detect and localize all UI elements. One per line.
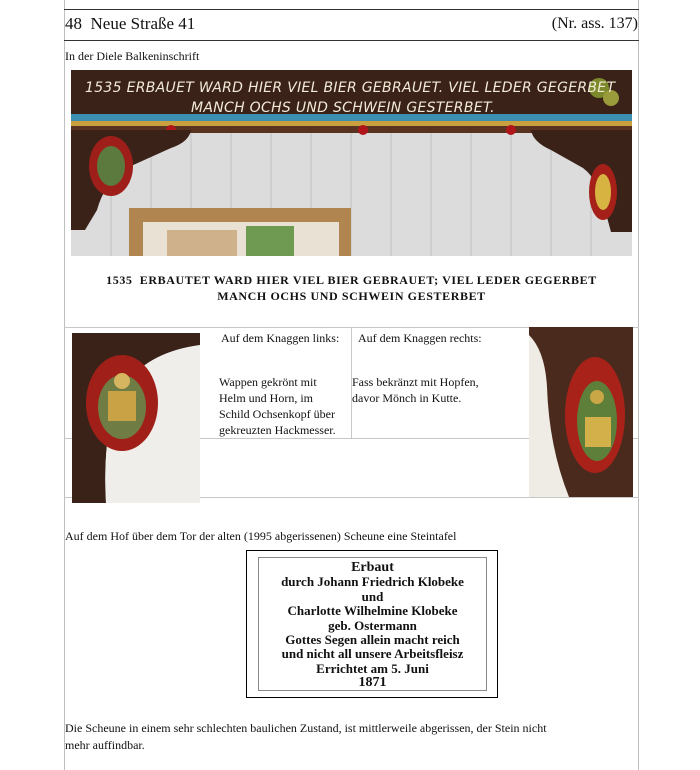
page-number: 48 [65,14,82,33]
beam-caption-line1: 1535 ERBAUTET WARD HIER VIEL BIER GEBRAUET; VIEL LEDER GEGERBET [106,273,597,287]
beam-caption-line2: MANCH OCHS UND SCHWEIN GESTERBET [217,289,486,303]
closing-note-line2: mehr auffindbar. [65,738,145,752]
stone-line: geb. Ostermann [328,617,417,633]
left-bracket-line: Helm und Horn, im [219,391,313,405]
left-bracket-heading: Auf dem Knaggen links: [221,331,340,345]
beam-inscription-photo [71,70,632,256]
stone-line: Errichtet am 5. Juni [316,660,429,676]
right-bracket-line: Fass bekränzt mit Hopfen, [352,375,479,389]
left-margin-line [64,0,65,770]
right-bracket-heading: Auf dem Knaggen rechts: [358,331,482,345]
page-title [65,14,195,34]
left-bracket-line: Schild Ochsenkopf über [219,407,335,421]
stone-line: und nicht all unsere Arbeitsfleisz [281,646,464,662]
stone-tablet-inscription [258,557,487,691]
stone-line: Erbaut [351,560,394,575]
left-bracket-photo [72,333,200,503]
left-bracket-description [219,374,336,438]
header-top-rule [64,9,639,10]
header-bottom-rule [64,40,639,41]
section-label-beam: In der Diele Balkeninschrift [65,49,200,63]
beam-inscription-line2: MANCH OCHS UND SCHWEIN GESTERBET. [191,100,495,116]
closing-note-line1: Die Scheune in einem sehr schlechten baulichen Zustand, ist mittlerweile abgerissen, der Stein nicht [65,721,547,735]
stone-line: durch Johann Friedrich Klobeke [281,574,464,590]
stone-tablet-frame [246,550,498,698]
reference-number: (Nr. ass. 137) [551,15,638,32]
right-bracket-line: davor Mönch in Kutte. [352,391,462,405]
right-bracket-description [352,374,479,406]
stone-line: 1871 [358,675,387,691]
section-label-stone: Auf dem Hof über dem Tor der alten (1995 abgerissenen) Scheune eine Steintafel [65,529,457,543]
left-bracket-line: Wappen gekrönt mit [219,375,317,389]
stone-line: und [361,588,384,604]
beam-inscription-line1: 1535 ERBAUET WARD HIER VIEL BIER GEBRAUET. VIEL LEDER GEGERBET [85,80,616,96]
stone-line: Gottes Segen allein macht reich [285,632,460,648]
right-margin-line [638,0,639,770]
beam-caption [64,272,639,304]
stone-line: Charlotte Wilhelmine Klobeke [287,603,458,619]
closing-note [65,720,630,754]
address-title: Neue Straße 41 [90,14,196,33]
right-bracket-photo [529,327,633,497]
left-bracket-line: gekreuzten Hackmesser. [219,423,336,437]
